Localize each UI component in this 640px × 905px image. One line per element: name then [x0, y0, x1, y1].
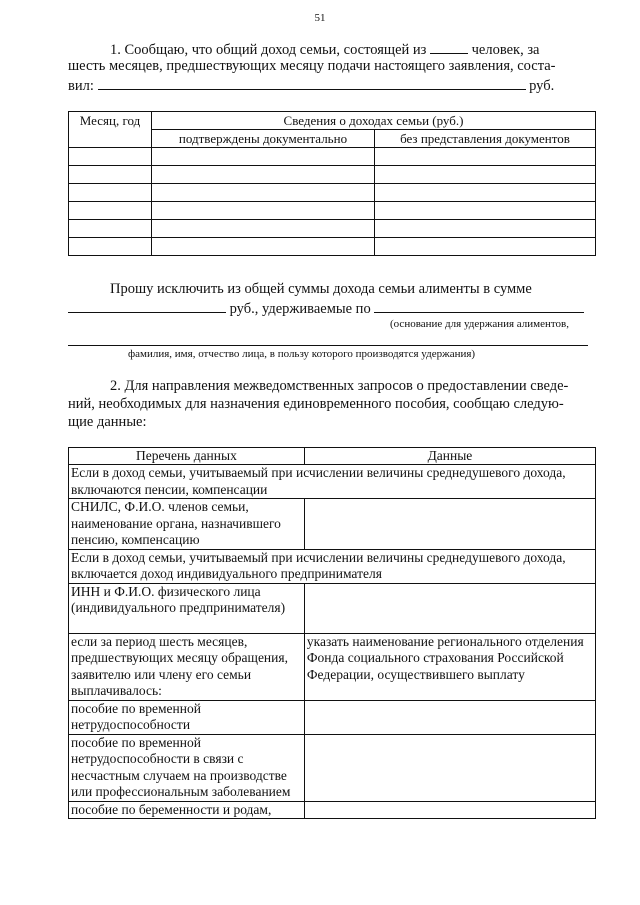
table-row — [69, 700, 596, 734]
row-temp-input[interactable] — [304, 700, 595, 734]
table-row — [69, 633, 596, 700]
row-maternity-input[interactable] — [304, 801, 595, 819]
alimony-line1: Прошу исключить из общей суммы дохода семьи алименты в сумме — [110, 281, 532, 297]
row-accident-input[interactable] — [304, 734, 595, 801]
table-row — [69, 499, 596, 550]
table-cell[interactable] — [152, 238, 375, 256]
table-row — [69, 465, 596, 499]
table-cell[interactable] — [69, 202, 152, 220]
alimony-basis-blank[interactable] — [374, 299, 584, 313]
table-row — [69, 166, 596, 184]
table-row — [69, 220, 596, 238]
table-row — [69, 238, 596, 256]
section2-line1: 2. Для направления межведомственных запросов о предоставлении сведе- — [110, 378, 569, 394]
table-cell[interactable] — [375, 238, 596, 256]
alimony-person-blank[interactable] — [68, 332, 588, 346]
table-row — [69, 148, 596, 166]
table-cell[interactable] — [375, 148, 596, 166]
row-ip-heading: Если в доход семьи, учитываемый при исчислении величины среднедушевого дохода, включается доход индивидуального предпринимателя — [69, 549, 596, 583]
table-cell[interactable] — [152, 166, 375, 184]
table-cell[interactable] — [375, 220, 596, 238]
income-total-blank[interactable] — [98, 76, 526, 90]
table-cell[interactable] — [152, 202, 375, 220]
row-maternity-label: пособие по беременности и родам, — [69, 801, 305, 819]
table-cell[interactable] — [375, 166, 596, 184]
col-list-header: Перечень данных — [69, 448, 305, 465]
row-snils-label: СНИЛС, Ф.И.О. членов семьи, наименование органа, назначившего пенсию, компенсацию — [69, 499, 305, 550]
col-confirmed-header: подтверждены документально — [152, 130, 375, 148]
row-pension-heading: Если в доход семьи, учитываемый при исчислении величины среднедушевого дохода, включаются пенсии, компенсации — [69, 465, 596, 499]
table-row — [69, 549, 596, 583]
section1-line2: шесть месяцев, предшествующих месяцу подачи настоящего заявления, соста- — [68, 58, 556, 74]
alimony-amount-blank[interactable] — [68, 299, 226, 313]
section2-line2: ний, необходимых для назначения единовременного пособия, сообщаю следую- — [68, 396, 564, 412]
table-cell[interactable] — [152, 148, 375, 166]
section1-line3: вил: руб. — [68, 78, 555, 94]
alimony-note-person: фамилия, имя, отчество лица, в пользу которого производятся удержания) — [128, 348, 476, 360]
row-temp-label: пособие по временной нетрудоспособности — [69, 700, 305, 734]
table-cell[interactable] — [69, 238, 152, 256]
table-row — [69, 583, 596, 633]
section1-line1: 1. Сообщаю, что общий доход семьи, состоящей из человек, за — [110, 42, 540, 58]
alimony-note-basis: (основание для удержания алиментов, — [390, 318, 569, 330]
data-table — [68, 447, 596, 819]
page-number: 51 — [314, 12, 326, 24]
table-cell[interactable] — [69, 166, 152, 184]
row-snils-input[interactable] — [304, 499, 595, 550]
row-period-data[interactable]: указать наименование регионального отделения Фонда социального страхования Российской Федерации, осуществившего выплату — [304, 633, 595, 700]
row-inn-label: ИНН и Ф.И.О. физического лица (индивидуального предпринимателя) — [69, 583, 305, 633]
row-inn-input[interactable] — [304, 583, 595, 633]
table-row — [69, 184, 596, 202]
col-month-header: Месяц, год — [69, 112, 152, 148]
row-period-label: если за период шесть месяцев, предшествующих месяцу обращения, заявителю или члену его семьи выплачивалось: — [69, 633, 305, 700]
table-cell[interactable] — [152, 184, 375, 202]
table-cell[interactable] — [152, 220, 375, 238]
alimony-line2: руб., удерживаемые по — [68, 299, 598, 318]
col-data-header: Данные — [304, 448, 595, 465]
table-cell[interactable] — [69, 184, 152, 202]
section2-line3: щие данные: — [68, 414, 147, 430]
family-size-blank[interactable] — [430, 40, 468, 54]
col-unconfirmed-header: без представления документов — [375, 130, 596, 148]
table-cell[interactable] — [69, 220, 152, 238]
table-cell[interactable] — [375, 202, 596, 220]
table-cell[interactable] — [69, 148, 152, 166]
table-row — [69, 801, 596, 819]
table-row — [69, 202, 596, 220]
table-cell[interactable] — [375, 184, 596, 202]
income-table — [68, 111, 596, 256]
table-row — [69, 734, 596, 801]
row-accident-label: пособие по временной нетрудоспособности в связи с несчастным случаем на производстве или профессиональным заболеванием — [69, 734, 305, 801]
col-income-info-header: Сведения о доходах семьи (руб.) — [152, 112, 596, 130]
